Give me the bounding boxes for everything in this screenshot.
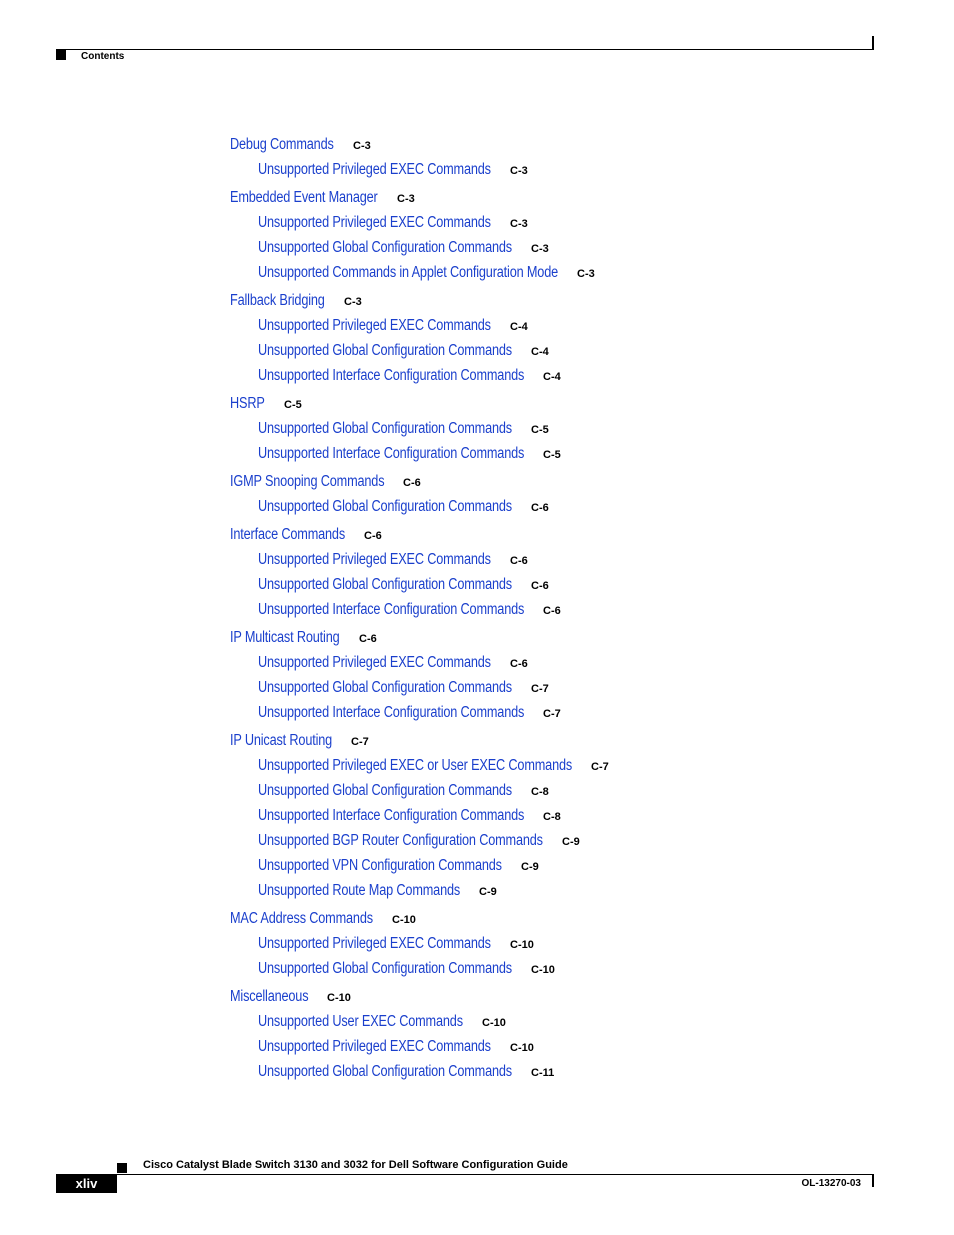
toc-entry-title[interactable]: IP Multicast Routing (230, 629, 340, 646)
toc-entry-title[interactable]: Unsupported Interface Configuration Commands (258, 445, 525, 462)
toc-entry-page: C-6 (531, 502, 549, 514)
toc-entry-page: C-10 (510, 1042, 534, 1054)
toc-subsection-entry[interactable] (258, 934, 542, 954)
toc-subsection-entry[interactable] (258, 806, 583, 826)
footer-rule (117, 1174, 874, 1175)
toc-entry-title[interactable]: Unsupported Global Configuration Commands (258, 420, 512, 437)
toc-section-entry[interactable] (230, 987, 351, 1007)
footer-page-number: xliv (75, 1176, 98, 1191)
toc-entry-title[interactable]: Unsupported Privileged EXEC Commands (258, 214, 491, 231)
toc-entry-title[interactable]: IP Unicast Routing (230, 732, 333, 749)
toc-subsection-entry[interactable] (258, 781, 568, 801)
toc-section-entry[interactable] (230, 188, 415, 208)
toc-entry-title[interactable]: Unsupported Global Configuration Commands (258, 679, 512, 696)
toc-entry-title[interactable]: Unsupported Commands in Applet Configuration Mode (258, 264, 559, 281)
toc-entry-page: C-10 (531, 964, 555, 976)
toc-entry-title[interactable]: MAC Address Commands (230, 910, 373, 927)
toc-subsection-entry[interactable] (258, 316, 542, 336)
toc-entry-page: C-10 (510, 939, 534, 951)
toc-entry-page: C-5 (284, 399, 302, 411)
toc-entry-page: C-11 (531, 1067, 555, 1079)
header-tick (872, 36, 874, 50)
toc-entry-title[interactable]: Unsupported BGP Router Configuration Commands (258, 832, 543, 849)
toc-entry-page: C-7 (531, 683, 549, 695)
toc-subsection-entry[interactable] (258, 575, 568, 595)
toc-entry-title[interactable]: Unsupported Interface Configuration Commands (258, 367, 525, 384)
toc-entry-page: C-10 (327, 992, 351, 1004)
footer-title: Cisco Catalyst Blade Switch 3130 and 3032 for Dell Software Configuration Guide (143, 1159, 568, 1171)
toc-entry-title[interactable]: Unsupported Global Configuration Commands (258, 1063, 512, 1080)
toc-entry-page: C-6 (364, 530, 382, 542)
toc-entry-page: C-6 (510, 555, 528, 567)
toc-entry-page: C-8 (543, 811, 561, 823)
toc-entry-title[interactable]: Unsupported Privileged EXEC Commands (258, 317, 491, 334)
toc-subsection-entry[interactable] (258, 419, 568, 439)
toc-subsection-entry[interactable] (258, 831, 605, 851)
toc-entry-page: C-7 (591, 761, 609, 773)
footer-marker (117, 1163, 127, 1173)
toc-section-entry[interactable] (230, 472, 421, 492)
toc-section-entry[interactable] (230, 731, 369, 751)
toc-entry-page: C-9 (479, 886, 497, 898)
toc-entry-page: C-7 (543, 708, 561, 720)
toc-entry-page: C-10 (482, 1017, 506, 1029)
toc-entry-page: C-6 (510, 658, 528, 670)
toc-section-entry[interactable] (230, 291, 362, 311)
toc-subsection-entry[interactable] (258, 881, 504, 901)
toc-entry-title[interactable]: Unsupported Global Configuration Commands (258, 498, 512, 515)
toc-entry-page: C-7 (351, 736, 369, 748)
toc-entry-title[interactable]: Embedded Event Manager (230, 189, 378, 206)
toc-entry-page: C-9 (562, 836, 580, 848)
toc-entry-page: C-6 (403, 477, 421, 489)
toc-entry-page: C-3 (510, 218, 528, 230)
toc-entry-title[interactable]: Unsupported Interface Configuration Commands (258, 601, 525, 618)
toc-entry-title[interactable]: Unsupported Global Configuration Commands (258, 239, 512, 256)
toc-entry-title[interactable]: Unsupported Privileged EXEC Commands (258, 161, 491, 178)
toc-entry-page: C-3 (531, 243, 549, 255)
toc-entry-page: C-3 (577, 268, 595, 280)
toc-entry-page: C-3 (353, 140, 371, 152)
footer-doc-number: OL-13270-03 (801, 1178, 861, 1189)
toc-entry-title[interactable]: Unsupported Privileged EXEC Commands (258, 654, 491, 671)
toc-entry-title[interactable]: Miscellaneous (230, 988, 309, 1005)
toc-subsection-entry[interactable] (258, 1012, 508, 1032)
toc-entry-page: C-9 (521, 861, 539, 873)
toc-entry-page: C-10 (392, 914, 416, 926)
toc-subsection-entry[interactable] (258, 160, 542, 180)
toc-subsection-entry[interactable] (258, 550, 542, 570)
toc-subsection-entry[interactable] (258, 600, 583, 620)
toc-entry-title[interactable]: Unsupported Privileged EXEC Commands (258, 1038, 491, 1055)
toc-entry-page: C-8 (531, 786, 549, 798)
toc-entry-title[interactable]: Unsupported Interface Configuration Commands (258, 704, 525, 721)
toc-section-entry[interactable] (230, 628, 377, 648)
toc-entry-title[interactable]: HSRP (230, 395, 265, 412)
toc-subsection-entry[interactable] (258, 444, 583, 464)
toc-subsection-entry[interactable] (258, 959, 568, 979)
toc-entry-page: C-4 (543, 371, 561, 383)
toc-entry-title[interactable]: IGMP Snooping Commands (230, 473, 385, 490)
toc-subsection-entry[interactable] (258, 497, 568, 517)
toc-entry-title[interactable]: Unsupported User EXEC Commands (258, 1013, 463, 1030)
toc-entry-page: C-3 (397, 193, 415, 205)
toc-subsection-entry[interactable] (258, 263, 624, 283)
toc-section-entry[interactable] (230, 909, 416, 929)
toc-subsection-entry[interactable] (258, 653, 542, 673)
toc-entry-title[interactable]: Unsupported Privileged EXEC Commands (258, 551, 491, 568)
toc-subsection-entry[interactable] (258, 366, 583, 386)
toc-entry-title[interactable]: Unsupported Interface Configuration Commands (258, 807, 525, 824)
header-rule (56, 49, 874, 50)
toc-entry-title[interactable]: Debug Commands (230, 136, 334, 153)
header-marker (56, 50, 66, 60)
toc-entry-page: C-6 (531, 580, 549, 592)
toc-subsection-entry[interactable] (258, 856, 555, 876)
toc-entry-title[interactable]: Unsupported Privileged EXEC Commands (258, 935, 491, 952)
toc-entry-title[interactable]: Unsupported Global Configuration Commands (258, 960, 512, 977)
toc-entry-title[interactable]: Unsupported Privileged EXEC or User EXEC Commands (258, 757, 573, 774)
toc-entry-page: C-4 (531, 346, 549, 358)
toc-section-entry[interactable] (230, 525, 382, 545)
toc-entry-page: C-6 (359, 633, 377, 645)
footer-tick (872, 1174, 874, 1187)
toc-entry-title[interactable]: Unsupported Global Configuration Commands (258, 782, 512, 799)
toc-entry-page: C-3 (344, 296, 362, 308)
toc-entry-title[interactable]: Unsupported Route Map Commands (258, 882, 461, 899)
toc-entry-page: C-3 (510, 165, 528, 177)
toc-subsection-entry[interactable] (258, 341, 568, 361)
toc-entry-title[interactable]: Unsupported VPN Configuration Commands (258, 857, 502, 874)
toc-subsection-entry[interactable] (258, 703, 583, 723)
toc-subsection-entry[interactable] (258, 756, 641, 776)
toc-subsection-entry[interactable] (258, 1062, 568, 1082)
toc-entry-page: C-5 (543, 449, 561, 461)
toc-entry-page: C-6 (543, 605, 561, 617)
toc-subsection-entry[interactable] (258, 213, 542, 233)
toc-entry-title[interactable]: Unsupported Global Configuration Commands (258, 576, 512, 593)
toc-entry-title[interactable]: Fallback Bridging (230, 292, 325, 309)
toc-entry-page: C-5 (531, 424, 549, 436)
toc-section-entry[interactable] (230, 394, 302, 414)
toc-subsection-entry[interactable] (258, 678, 568, 698)
toc-subsection-entry[interactable] (258, 238, 568, 258)
header-label: Contents (81, 51, 125, 62)
toc-entry-title[interactable]: Unsupported Global Configuration Commands (258, 342, 512, 359)
toc-entry-page: C-4 (510, 321, 528, 333)
toc-section-entry[interactable] (230, 135, 371, 155)
toc-entry-title[interactable]: Interface Commands (230, 526, 346, 543)
toc-subsection-entry[interactable] (258, 1037, 542, 1057)
